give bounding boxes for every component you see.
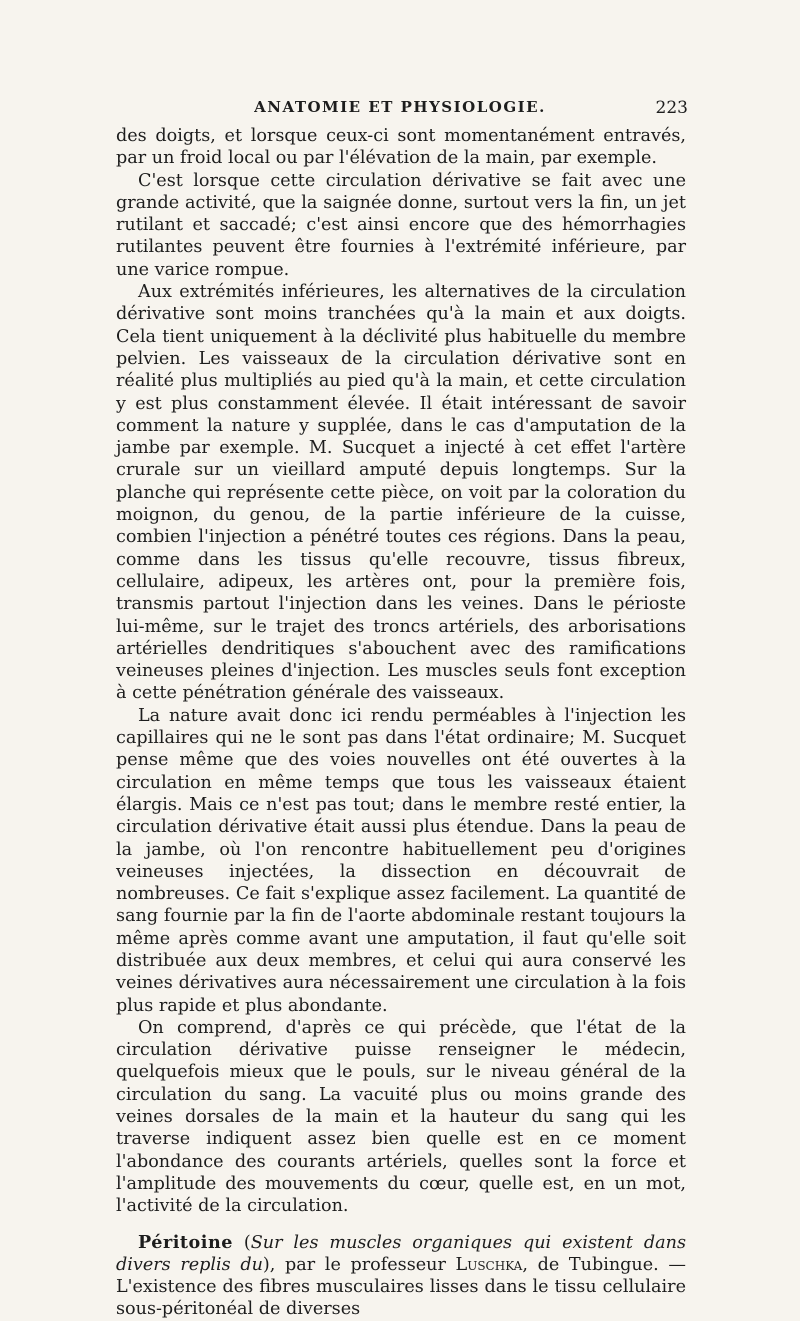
running-head xyxy=(112,98,688,124)
running-title: ANATOMIE ET PHYSIOLOGIE. xyxy=(254,98,546,116)
author-name: Luschka xyxy=(455,1254,523,1275)
article-title: Sur les muscles organiques qui existent dans divers replis du xyxy=(116,1232,686,1275)
section-term: Péritoine xyxy=(138,1231,233,1253)
section-gap xyxy=(116,1218,686,1232)
open-paren: ( xyxy=(232,1232,251,1253)
paragraph-nature-capillaires: La nature avait donc ici rendu perméables à l'injection les capillaires qui ne le sont pas dans l'état ordinaire; M. Sucquet pense même que des voies nouvelles ont été ouvertes à la circulation en même temps que tous les vaisseaux étaient élargis. Mais ce n'est pas tout; dans le membre resté entier, la circulation dérivative était aussi plus étendue. Dans la peau de la jambe, où l'on rencontre habituellement peu d'origines veineuses injectées, la dissection en découvrait de nombreuses. Ce fait s'explique assez facilement. La quantité de sang fournie par la fin de l'aorte abdominale restant toujours la même après comme avant une amputation, il faut qu'elle soit distribuée aux deux membres, et celui qui aura conservé les veines dérivatives aura nécessairement une circulation à la fois plus rapide et plus abondante. xyxy=(116,705,686,1016)
paragraph-peritoine-text: , de Tubingue. — L'existence des fibres musculaires lisses dans le tissu cellulaire sous-péritonéal de diverses xyxy=(116,1254,686,1320)
paragraph-on-comprend: On comprend, d'après ce qui précède, que l'état de la circulation dérivative puisse renseigner le médecin, quelquefois mieux que le pouls, sur le niveau général de la circulation du sang. La vacuité plus ou moins grande des veines dorsales de la main et la hauteur du sang qui les traverse indiquent assez bien quelle est en ce moment l'abondance des courants artériels, quelles sont la force et l'amplitude des mouvements du cœur, quelle est, en un mot, l'activité de la circulation. xyxy=(116,1017,686,1217)
byline: ), par le professeur xyxy=(262,1254,456,1275)
paragraph-extremites-inferieures: Aux extrémités inférieures, les alternatives de la circulation dérivative sont moins tranchées qu'à la main et aux doigts. Cela tient uniquement à la déclivité plus habituelle du membre pelvien. Les vaisseaux de la circulation dérivative sont en réalité plus multipliés au pied qu'à la main, et cette circulation y est plus constamment élevée. Il était intéressant de savoir comment la nature y supplée, dans le cas d'amputation de la jambe par exemple. M. Sucquet a injecté à cet effet l'artère crurale sur un vieillard amputé depuis longtemps. Sur la planche qui représente cette pièce, on voit par la coloration du moignon, du genou, de la partie inférieure de la cuisse, combien l'injection a pénétré toutes ces régions. Dans la peau, comme dans les tissus qu'elle recouvre, tissus fibreux, cellulaire, adipeux, les artères ont, pour la première fois, transmis partout l'injection dans les veines. Dans le périoste lui-même, sur le trajet des troncs artériels, des arborisations artérielles dendritiques s'abouchent avec des ramifications veineuses pleines d'injection. Les muscles seuls font exception à cette pénétration générale des vaisseaux. xyxy=(116,282,686,704)
paragraph-continuation: des doigts, et lorsque ceux-ci sont momentanément entravés, par un froid local ou par l'élévation de la main, par exemple. xyxy=(116,126,686,169)
page-number: 223 xyxy=(655,98,688,118)
body-text xyxy=(116,125,686,1321)
paragraph-activite: C'est lorsque cette circulation dérivative se fait avec une grande activité, que la saignée donne, surtout vers la fin, un jet rutilant et saccadé; c'est ainsi encore que des hémorrhagies rutilantes peuvent être fournies à l'extrémité inférieure, par une varice rompue. xyxy=(116,170,686,280)
paragraph-peritoine xyxy=(116,1232,686,1321)
